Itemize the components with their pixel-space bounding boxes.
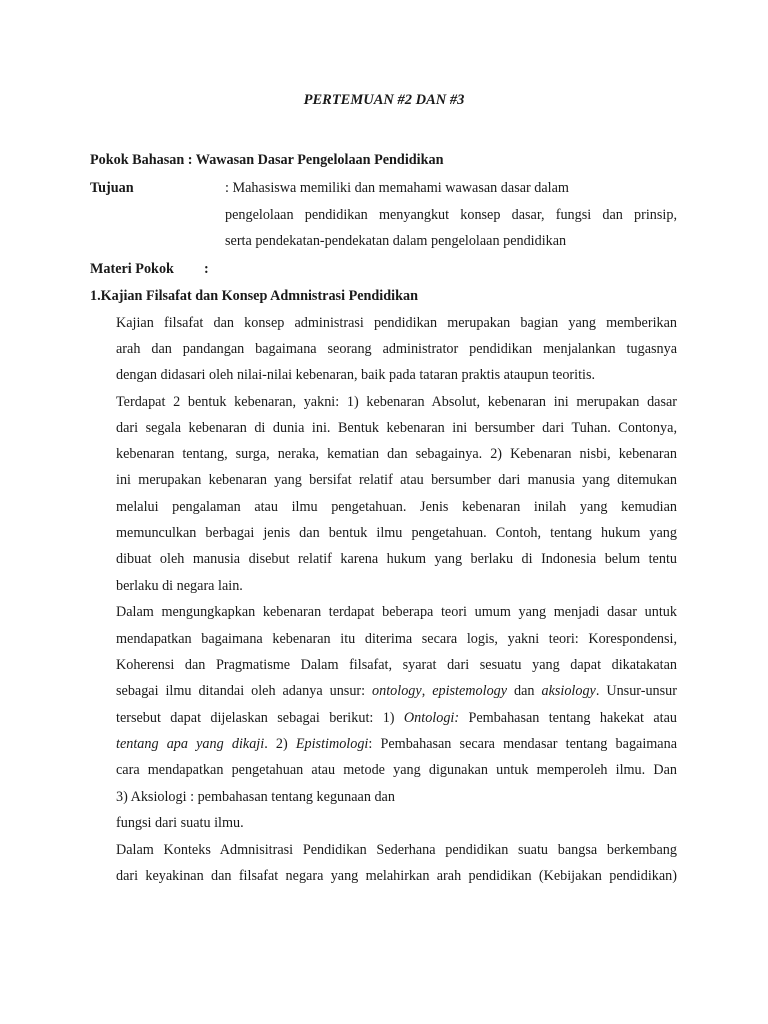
section-heading: 1.Kajian Filsafat dan Konsep Admnistrasi Pendidikan [90,288,418,304]
tujuan-line-3: serta pendekatan-pendekatan dalam pengelolaan pendidikan [225,233,567,249]
paragraph2-line: Terdapat 2 bentuk kebenaran, yakni: 1) kebenaran Absolut, kebenaran ini merupakan dasar [116,394,677,410]
paragraph3-line: cara mendapatkan pengetahuan atau metode yang digunakan untuk memperoleh ilmu. Dan [116,762,677,778]
text-run: tersebut dapat dijelaskan sebagai berikut: 1) [116,710,404,726]
paragraph3-line [116,681,677,701]
pokok-bahasan-value: Wawasan Dasar Pengelolaan Pendidikan [195,152,444,168]
text-run: dan [507,683,542,699]
paragraph2-line: melalui pengalaman atau ilmu pengetahuan. Jenis kebenaran inilah yang kemudian [116,499,677,515]
paragraph2-line: ini merupakan kebenaran yang bersifat relatif atau bersumber dari manusia yang ditemukan [116,472,677,488]
pokok-bahasan-label: Pokok Bahasan : [90,152,193,168]
text-run: , [421,683,433,699]
text-run: Pembahasan tentang hakekat atau [459,710,677,726]
term-aksiology: aksiology [541,683,596,699]
text-run: sebagai ilmu ditandai oleh adanya unsur: [116,683,373,699]
materi-pokok-colon: : [204,261,209,277]
term-ontology: ontology [372,683,422,699]
term-ontologi: Ontologi: [403,710,460,726]
paragraph4-line: Dalam Konteks Admnisitrasi Pendidikan Sederhana pendidikan suatu bangsa berkembang [116,842,677,858]
paragraph3-line: 3) Aksiologi : pembahasan tentang kegunaan dan [116,789,395,805]
tujuan-label: Tujuan [90,180,134,196]
tujuan-line-2: pengelolaan pendidikan menyangkut konsep dasar, fungsi dan prinsip, [225,207,677,223]
paragraph1-line: arah dan pandangan bagaimana seorang administrator pendidikan menjalankan tugasnya [116,341,677,357]
paragraph3-line: fungsi dari suatu ilmu. [116,815,244,831]
term-epistimologi: Epistimologi [295,736,369,752]
paragraph3-line [116,708,677,728]
materi-pokok-label: Materi Pokok [90,261,174,277]
paragraph2-line: dari segala kebenaran di dunia ini. Bentuk kebenaran ini bersumber dari Tuhan. Contonya, [116,420,677,436]
tujuan-line-1: : Mahasiswa memiliki dan memahami wawasan dasar dalam [225,180,569,196]
paragraph3-line: mendapatkan bagaimana kebenaran itu diterima secara logis, yakni teori: Korespondensi, [116,631,677,647]
paragraph2-line: memunculkan berbagai jenis dan bentuk ilmu pengetahuan. Contoh, tentang hukum yang [116,525,677,541]
text-run: . Unsur-unsur [595,683,677,699]
paragraph2-line: dibuat oleh manusia disebut relatif karena hukum yang berlaku di Indonesia belum tentu [116,551,677,567]
paragraph1-line: Kajian filsafat dan konsep administrasi pendidikan merupakan bagian yang memberikan [116,315,677,331]
document-title: PERTEMUAN #2 DAN #3 [303,92,465,108]
term-epistemology: epistemology [432,683,508,699]
paragraph4-line: dari keyakinan dan filsafat negara yang melahirkan arah pendidikan (Kebijakan pendidikan) [116,868,677,884]
paragraph2-line: kebenaran tentang, surga, neraka, kematian dan sebagainya. 2) Kebenaran nisbi, kebenaran [116,446,677,462]
paragraph2-line: berlaku di negara lain. [116,578,243,594]
paragraph3-line: Dalam mengungkapkan kebenaran terdapat beberapa teori umum yang menjadi dasar untuk [116,604,677,620]
paragraph3-line: Koherensi dan Pragmatisme Dalam filsafat, syarat dari sesuatu yang dapat dikatakatan [116,657,677,673]
text-run: . 2) [264,736,296,752]
paragraph1-line: dengan didasari oleh nilai-nilai kebenaran, baik pada tataran praktis ataupun teoritis. [116,367,596,383]
pokok-bahasan-row [90,150,443,170]
paragraph3-line [116,734,677,754]
italic-phrase: tentang apa yang dikaji [116,736,265,752]
text-run: : Pembahasan secara mendasar tentang bagaimana [368,736,677,752]
